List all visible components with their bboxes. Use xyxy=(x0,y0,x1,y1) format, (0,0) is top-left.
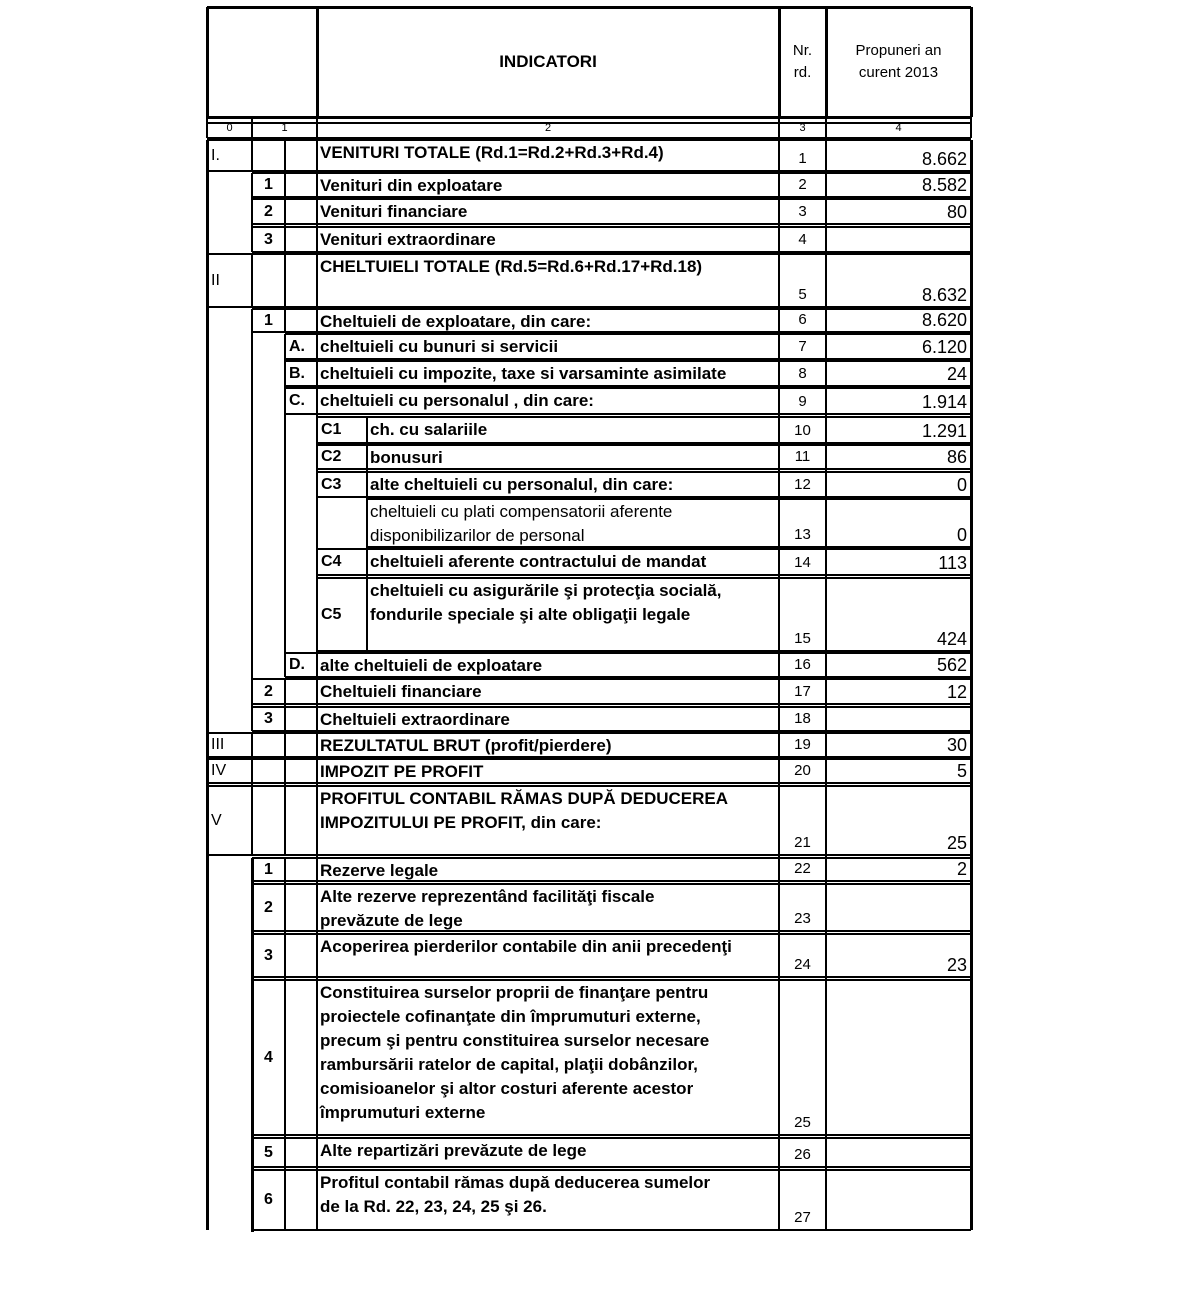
row-label: prevăzute de lege xyxy=(320,911,463,930)
grid-line xyxy=(284,254,286,307)
row-index: 1 xyxy=(264,311,273,329)
row-sub: C5 xyxy=(321,605,342,623)
row-label: precum şi pentru constituirea surselor necesare xyxy=(320,1031,710,1050)
row-label: împrumuturi externe xyxy=(320,1103,486,1122)
row-index: 3 xyxy=(264,710,273,727)
row-label: Alte rezerve reprezentând facilităţi fiscale xyxy=(320,887,655,906)
row-value: 8.620 xyxy=(921,310,967,330)
row-number: 25 xyxy=(794,1114,811,1131)
row-number: 20 xyxy=(794,762,811,779)
grid-line xyxy=(366,417,368,651)
row-value: 6.120 xyxy=(921,337,967,357)
grid-line xyxy=(207,6,971,9)
grid-line xyxy=(251,173,253,252)
row-label: alte cheltuieli de exploatare xyxy=(320,656,543,675)
row-label: Constituirea surselor proprii de finanţare pentru xyxy=(320,983,709,1002)
grid-line xyxy=(251,733,253,855)
row-label: disponibilizarilor de personal xyxy=(370,526,585,545)
row-label: rambursării ratelor de capital, plaţii dobânzilor, xyxy=(320,1055,698,1074)
row-value: 113 xyxy=(938,553,967,573)
row-number: 14 xyxy=(794,554,811,571)
row-value: 1.914 xyxy=(921,392,967,412)
grid-line xyxy=(284,334,286,677)
row-number: 21 xyxy=(794,834,811,851)
col-number: 4 xyxy=(895,122,902,134)
row-label: Cheltuieli extraordinare xyxy=(320,710,510,729)
row-value: 8.632 xyxy=(921,285,967,305)
row-value: 424 xyxy=(936,629,967,649)
row-value: 24 xyxy=(946,364,967,384)
grid-line xyxy=(252,1166,971,1168)
row-roman: IV xyxy=(211,762,227,779)
row-label: ch. cu salariile xyxy=(370,420,488,439)
col-number: 0 xyxy=(226,122,233,134)
header-propuneri: Propuneri an xyxy=(855,42,942,59)
row-label: cheltuieli cu personalul , din care: xyxy=(320,391,594,410)
header-rd: rd. xyxy=(793,64,812,81)
row-number: 16 xyxy=(794,656,811,673)
row-number: 11 xyxy=(794,448,811,465)
row-label: Acoperirea pierderilor contabile din anii precedenţi xyxy=(320,937,732,956)
row-label: Venituri extraordinare xyxy=(320,230,496,249)
row-number: 12 xyxy=(794,476,811,493)
grid-line xyxy=(251,140,253,171)
grid-line xyxy=(252,1229,971,1231)
grid-line xyxy=(970,140,973,1230)
row-value: 5 xyxy=(956,761,967,781)
row-label: proiectele cofinanţate din împrumuturi externe, xyxy=(320,1007,701,1026)
row-label: cheltuieli cu plati compensatorii aferente xyxy=(370,502,673,521)
row-label: cheltuieli aferente contractului de mandat xyxy=(370,552,707,571)
grid-line xyxy=(251,254,253,307)
grid-line xyxy=(251,309,253,731)
row-number: 24 xyxy=(794,956,811,973)
row-label: REZULTATUL BRUT (profit/pierdere) xyxy=(320,736,612,755)
row-label: Rezerve legale xyxy=(320,861,439,880)
row-number: 17 xyxy=(794,683,811,700)
row-index: 2 xyxy=(264,682,273,700)
row-label: IMPOZITULUI PE PROFIT, din care: xyxy=(320,813,602,832)
row-value: 0 xyxy=(956,525,967,545)
row-index: 5 xyxy=(264,1143,273,1161)
row-index: 2 xyxy=(264,202,273,220)
row-value: 23 xyxy=(946,955,967,975)
row-number: 10 xyxy=(794,422,811,439)
grid-line xyxy=(207,116,971,119)
row-index: 4 xyxy=(264,1048,273,1066)
row-sub: C3 xyxy=(321,475,342,493)
row-number: 3 xyxy=(798,203,807,220)
row-sub: A. xyxy=(289,337,305,355)
header-indicatori: INDICATORI xyxy=(499,52,597,71)
row-label: fondurile speciale şi alte obligaţii legale xyxy=(370,605,691,624)
row-value: 2 xyxy=(956,859,967,879)
row-value: 8.662 xyxy=(921,149,967,169)
row-number: 7 xyxy=(798,338,807,355)
row-value: 80 xyxy=(946,202,967,222)
row-number: 19 xyxy=(794,736,811,753)
row-label: Alte repartizări prevăzute de lege xyxy=(320,1141,587,1160)
row-number: 13 xyxy=(794,526,811,543)
row-value: 0 xyxy=(956,475,967,495)
row-sub: C4 xyxy=(321,553,342,570)
grid-line xyxy=(284,858,286,1230)
row-label: Venituri financiare xyxy=(320,202,468,221)
row-sub: C. xyxy=(289,392,305,409)
row-label: cheltuieli cu asigurările şi protecţia socială, xyxy=(370,581,722,600)
row-number: 22 xyxy=(794,860,811,877)
row-index: 1 xyxy=(264,176,273,193)
row-label: bonusuri xyxy=(370,448,443,467)
grid-line xyxy=(316,140,318,1230)
row-index: 3 xyxy=(264,230,273,248)
row-number: 23 xyxy=(794,910,811,927)
grid-line xyxy=(206,7,209,117)
row-number: 27 xyxy=(794,1209,811,1226)
row-value: 8.582 xyxy=(921,175,967,195)
row-number: 1 xyxy=(798,150,807,167)
grid-line xyxy=(284,173,286,252)
row-label: comisioanelor şi altor costuri aferente acestor xyxy=(320,1079,694,1098)
row-value: 86 xyxy=(946,447,967,467)
row-index: 6 xyxy=(264,1191,273,1208)
row-label: Cheltuieli de exploatare, din care: xyxy=(320,312,592,331)
row-label: VENITURI TOTALE (Rd.1=Rd.2+Rd.3+Rd.4) xyxy=(320,143,664,162)
row-number: 5 xyxy=(798,286,807,303)
row-number: 2 xyxy=(798,176,807,193)
header-curent: curent 2013 xyxy=(858,64,939,81)
grid-line xyxy=(284,679,286,731)
col-number: 3 xyxy=(799,122,806,134)
row-sub: C2 xyxy=(321,448,342,465)
row-value: 30 xyxy=(946,735,967,755)
row-index: 2 xyxy=(264,898,273,916)
row-index: 1 xyxy=(264,860,273,878)
grid-line xyxy=(284,140,286,171)
row-label: CHELTUIELI TOTALE (Rd.5=Rd.6+Rd.17+Rd.18) xyxy=(320,257,703,276)
row-number: 15 xyxy=(794,630,811,647)
grid-line xyxy=(206,140,209,1230)
row-label: IMPOZIT PE PROFIT xyxy=(320,762,484,781)
row-number: 4 xyxy=(798,231,807,248)
row-sub: D. xyxy=(289,656,305,673)
row-value: 25 xyxy=(946,833,967,853)
row-value: 562 xyxy=(936,655,967,675)
grid-line xyxy=(284,733,286,855)
grid-line xyxy=(252,1134,971,1136)
row-label: Cheltuieli financiare xyxy=(320,682,482,701)
row-index: 3 xyxy=(264,946,273,964)
header-nr: Nr. xyxy=(792,42,813,59)
row-number: 8 xyxy=(798,365,807,382)
row-value: 12 xyxy=(946,682,967,702)
row-label: alte cheltuieli cu personalul, din care: xyxy=(370,475,674,494)
row-number: 6 xyxy=(798,311,807,328)
row-label: cheltuieli cu bunuri si servicii xyxy=(320,337,559,356)
row-sub: C1 xyxy=(321,421,342,438)
row-label: de la Rd. 22, 23, 24, 25 şi 26. xyxy=(320,1197,547,1216)
row-label: Profitul contabil rămas după deducerea sumelor xyxy=(320,1173,711,1192)
row-roman: III xyxy=(211,736,225,753)
row-label: PROFITUL CONTABIL RĂMAS DUPĂ DEDUCEREA xyxy=(320,789,729,808)
row-number: 9 xyxy=(798,393,807,410)
row-number: 18 xyxy=(794,710,811,727)
row-value: 1.291 xyxy=(921,421,967,441)
grid-line xyxy=(284,309,286,332)
row-number: 26 xyxy=(794,1146,811,1163)
col-number: 1 xyxy=(281,122,288,134)
row-roman: V xyxy=(211,811,222,829)
row-label: Venituri din exploatare xyxy=(320,176,503,195)
row-roman: II xyxy=(211,271,220,289)
row-label: cheltuieli cu impozite, taxe si varsaminte asimilate xyxy=(320,364,727,383)
row-roman: I. xyxy=(211,146,220,164)
row-sub: B. xyxy=(289,364,305,382)
col-number: 2 xyxy=(544,122,552,134)
